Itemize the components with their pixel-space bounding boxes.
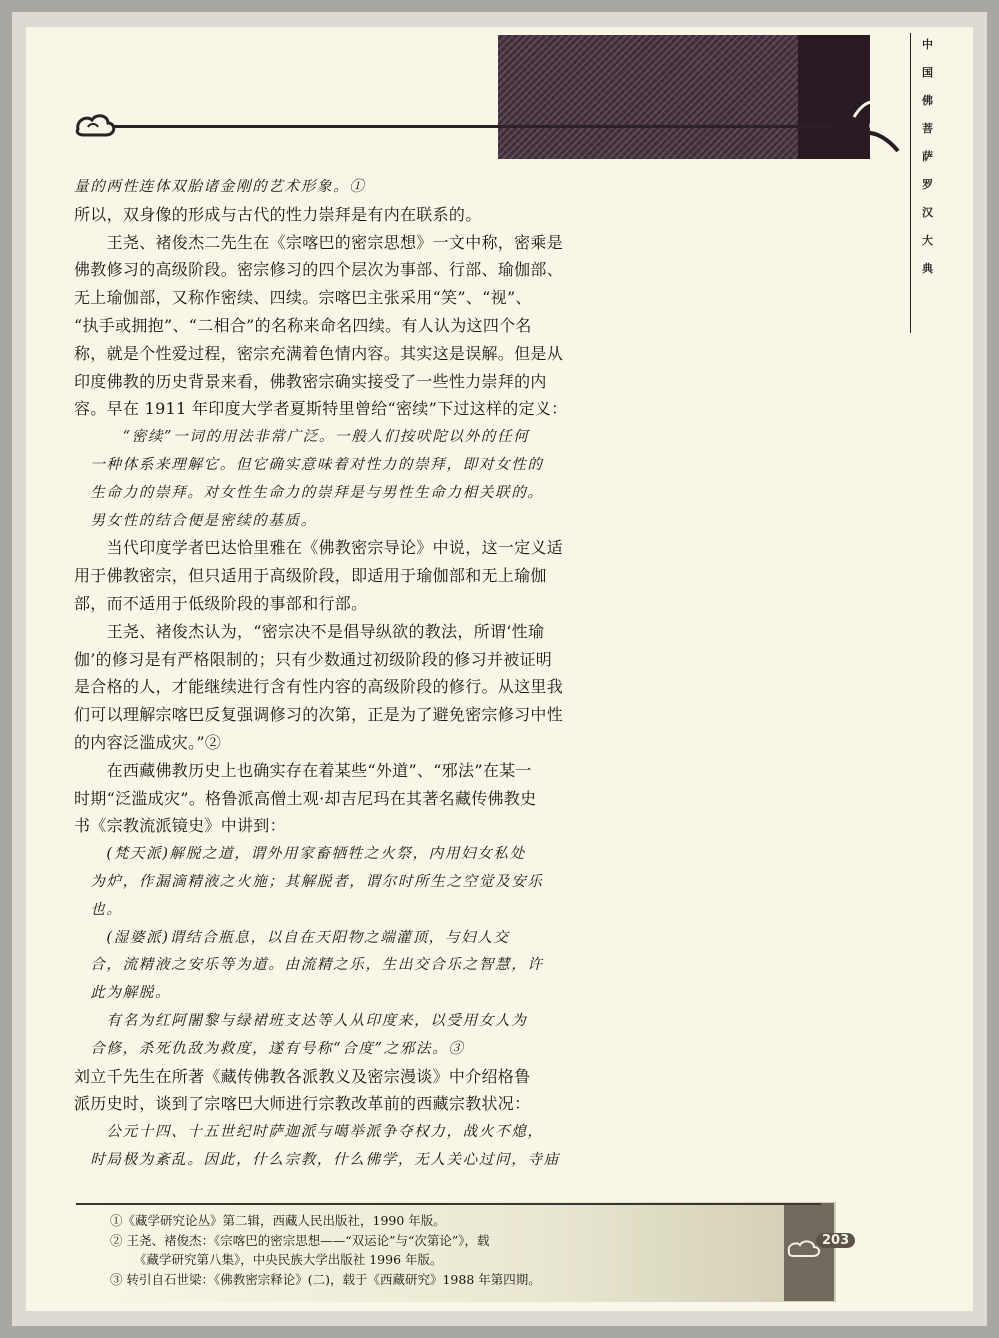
quote-line: 为炉，作漏滴精液之火施；其解脱者，谓尔时所生之空觉及安乐: [74, 872, 544, 890]
text-line: 在西藏佛教历史上也确实存在着某些“外道”、“邪法”在某一: [74, 760, 532, 780]
series-title-char: 萨: [922, 150, 933, 163]
quote-line: 量的两性连体双胎诸金刚的艺术形象。①: [74, 178, 366, 195]
series-title-vertical: [910, 33, 932, 333]
text-line: 王尧、褚俊杰认为，“密宗决不是倡导纵欲的教法，所谓‘性瑜: [74, 621, 545, 641]
text-line: 时期“泛滥成灾”。格鲁派高僧土观·却吉尼玛在其著名藏传佛教史: [74, 788, 537, 808]
text-line: 书《宗教流派镜史》中讲到：: [74, 816, 286, 836]
page-number: 203: [816, 1233, 855, 1248]
series-title-char: 佛: [922, 94, 933, 107]
text-line: 是合格的人，才能继续进行含有性内容的高级阶段的修行。从这里我: [74, 677, 564, 697]
quote-line: 也。: [74, 900, 123, 918]
text-line: 称，就是个性爱过程，密宗充满着色情内容。其实这是误解。但是从: [74, 343, 564, 363]
text-line: 容。早在 1911 年印度大学者夏斯特里曾给“密续”下过这样的定义：: [74, 399, 568, 419]
text-line: 部，而不适用于低级阶段的事部和行部。: [74, 593, 368, 613]
quote-line: 时局极为紊乱。因此，什么宗教，什么佛学，无人关心过问，寺庙: [74, 1150, 560, 1168]
quote-line: 男女性的结合便是密续的基质。: [74, 511, 317, 529]
text-line: 印度佛教的历史背景来看，佛教密宗确实接受了一些性力崇拜的内: [74, 371, 547, 391]
text-line: 派历史时，谈到了宗喀巴大师进行宗教改革前的西藏宗教状况：: [74, 1094, 531, 1114]
book-page: [26, 27, 973, 1311]
footnote-2-cont: 《藏学研究第八集》，中央民族大学出版社 1996 年版。: [134, 1252, 443, 1267]
quote-line: 公元十四、十五世纪时萨迦派与噶举派争夺权力，战火不熄，: [74, 1123, 544, 1141]
text-line: 伽’的修习是有严格限制的；只有少数通过初级阶段的修习并被证明: [74, 649, 553, 669]
quote-line: (梵天派)解脱之道，谓外用家畜牺牲之火祭，内用妇女私处: [74, 845, 526, 863]
series-title-char: 汉: [922, 206, 933, 219]
footnote-1: ①《藏学研究论丛》第二辑，西藏人民出版社，1990 年版。: [110, 1213, 446, 1228]
floral-ornament-icon: [846, 77, 906, 157]
text-line: 佛教修习的高级阶段。密宗修习的四个层次为事部、行部、瑜伽部、: [74, 260, 564, 280]
body-text: [74, 173, 656, 1174]
quote-line: 有名为红阿闍黎与绿裙班支达等人从印度来，以受用女人为: [74, 1011, 528, 1029]
quote-line: “密续”一词的用法非常广泛。一般人们按吠陀以外的任何: [74, 428, 530, 446]
text-line: 刘立千先生在所著《藏传佛教各派教义及密宗漫谈》中介绍格鲁: [74, 1066, 531, 1086]
series-title-char: 罗: [922, 178, 933, 191]
footnotes: [110, 1211, 790, 1289]
series-title-char: 菩: [922, 122, 933, 135]
text-line: 所以，双身像的形成与古代的性力崇拜是有内在联系的。: [74, 204, 482, 224]
quote-line: 此为解脱。: [74, 984, 172, 1002]
quote-line: 合，流精液之安乐等为道。由流精之乐，生出交合乐之智慧，许: [74, 956, 544, 974]
text-line: 王尧、褚俊杰二先生在《宗喀巴的密宗思想》一文中称，密乘是: [74, 232, 564, 252]
quote-line: 生命力的崇拜。对女性生命力的崇拜是与男性生命力相关联的。: [74, 483, 544, 501]
header-decoration: [498, 35, 870, 159]
text-line: 的内容泛滥成灾。”②: [74, 732, 222, 752]
text-line: 无上瑜伽部，又称作密续、四续。宗喀巴主张采用“笑”、“视”、: [74, 288, 532, 308]
cloud-ornament-icon: [74, 111, 116, 141]
text-line: “执手或拥抱”、“二相合”的名称来命名四续。有人认为这四个名: [74, 315, 532, 335]
quote-line: 合修，杀死仇敌为救度，遂有号称“合度”之邪法。③: [74, 1039, 465, 1057]
footnote-2: ② 王尧、褚俊杰：《宗喀巴的密宗思想——“双运论”与“次第论”》，载: [110, 1232, 490, 1248]
quote-line: (湿婆派)谓结合瓶息，以自在天阳物之端灌顶，与妇人交: [74, 928, 510, 946]
footnote-rule: [76, 1203, 821, 1205]
series-title-char: 大: [922, 234, 933, 247]
text-line: 们可以理解宗喀巴反复强调修习的次第，正是为了避免密宗修习中性: [74, 705, 564, 725]
text-line: 当代印度学者巴达恰里雅在《佛教密宗导论》中说，这一定义适: [74, 538, 564, 558]
header-rule: [110, 125, 830, 128]
series-title-char: 典: [922, 262, 933, 275]
series-title-char: 中: [922, 38, 933, 51]
quote-line: 一种体系来理解它。但它确实意味着对性力的崇拜，即对女性的: [74, 455, 544, 473]
footnote-3: ③ 转引自石世梁：《佛教密宗释论》(二)，载于《西藏研究》1988 年第四期。: [110, 1271, 541, 1287]
series-title-char: 国: [922, 66, 933, 79]
text-line: 用于佛教密宗，但只适用于高级阶段，即适用于瑜伽部和无上瑜伽: [74, 566, 547, 586]
